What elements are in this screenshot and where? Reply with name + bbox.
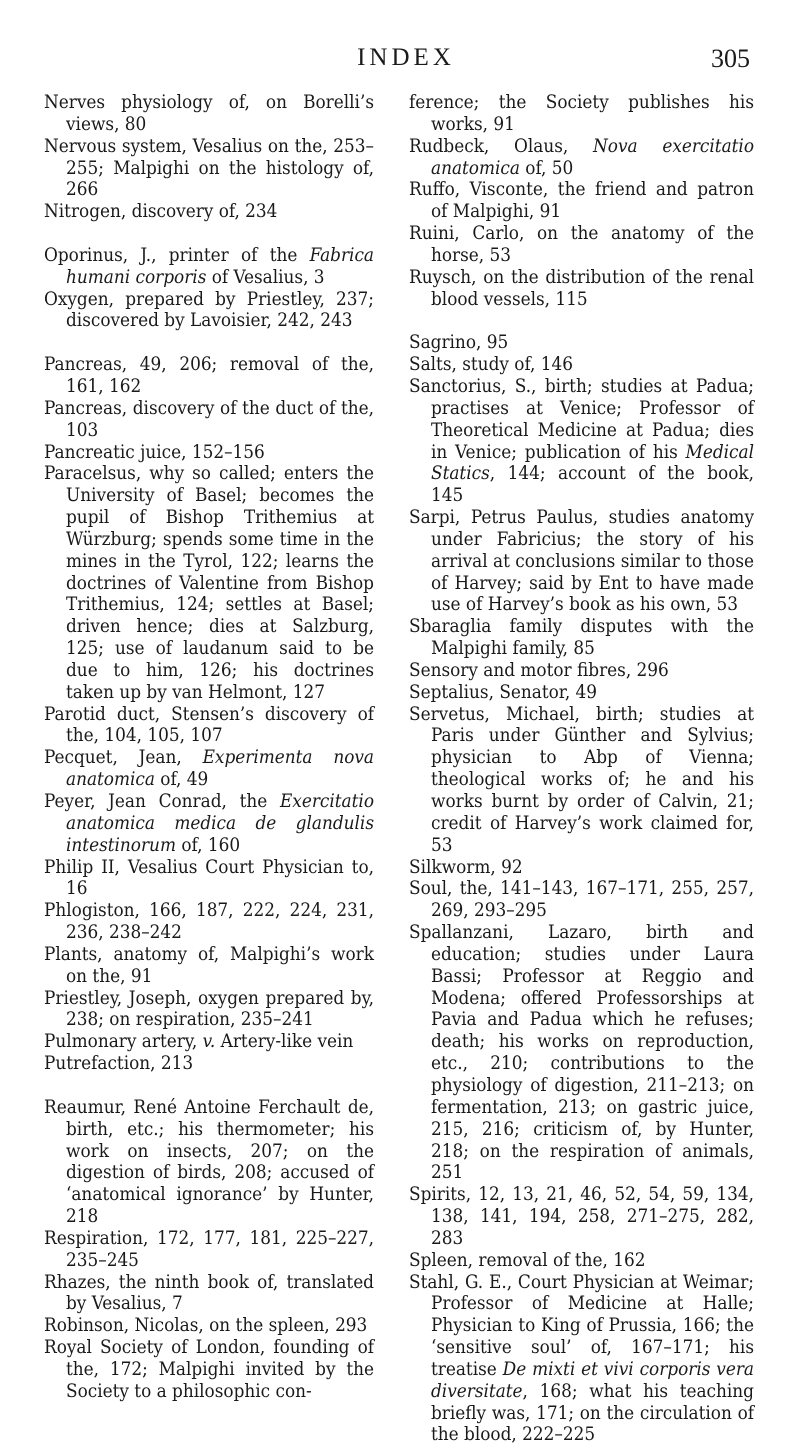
page-header — [62, 44, 750, 84]
index-entry: Pancreas, 49, 206; removal of the, 161, 162 — [44, 354, 374, 397]
right-column — [409, 92, 754, 1446]
index-entry: Sagrino, 95 — [409, 332, 509, 354]
index-entry: Rhazes, the ninth book of, translated by Vesalius, 7 — [44, 1271, 374, 1315]
index-entry: Plants, anatomy of, Malpighi’s work on the, 91 — [44, 943, 374, 987]
index-entry: Pancreatic juice, 152–156 — [44, 441, 265, 463]
index-entry: Nerves physiology of, on Borelli’s views, 80 — [44, 92, 374, 135]
index-entry: Pecquet, Jean, Experimenta nova anatomica of, 49 — [44, 747, 374, 791]
index-entry: Royal Society of London, founding of the, 172; Malpighi invited by the Society to a philosophic con- — [44, 1337, 374, 1402]
index-entry: Ruffo, Visconte, the friend and patron of Malpighi, 91 — [409, 179, 754, 223]
index-entry: Oxygen, prepared by Priestley, 237; discovered by Lavoisier, 242, 243 — [44, 288, 374, 332]
index-entry: Sensory and motor fibres, 296 — [409, 659, 669, 681]
index-entry: Philip II, Vesalius Court Physician to, 16 — [44, 856, 374, 900]
index-entry: Stahl, G. E., Court Physician at Weimar; Professor of Medicine at Halle; Physician to King of Prussia, 166; the ‘sensitive soul’ of, 167–171; his treatise De mixti et vivi corporis vera diversitate, 168; what his teaching briefly was, 171; on the circulation of the blood, 222–225 — [409, 1271, 754, 1446]
index-entry: Nitrogen, discovery of, 234 — [44, 201, 278, 223]
index-entry: Oporinus, J., printer of the Fabrica humani corporis of Vesalius, 3 — [44, 244, 374, 288]
index-entry: Spleen, removal of the, 162 — [409, 1249, 646, 1271]
index-entry: Sanctorius, S., birth; studies at Padua; practises at Venice; Professor of Theoretical Medicine at Padua; dies in Venice; publication of his Medical Statics, 144; account of the book, 145 — [409, 375, 754, 507]
index-entry: Sbaraglia family disputes with the Malpighi family, 85 — [409, 616, 754, 660]
index-entry: Respiration, 172, 177, 181, 225–227, 235–245 — [44, 1227, 374, 1271]
index-entry: Nervous system, Vesalius on the, 253–255; Malpighi on the histology of, 266 — [44, 135, 374, 201]
index-entry: Pulmonary artery, v. Artery-like vein — [44, 1031, 354, 1053]
index-entry: Rudbeck, Olaus, Nova exercitatio anatomica of, 50 — [409, 135, 754, 179]
index-entry: Septalius, Senator, 49 — [409, 681, 598, 703]
index-entry: Pancreas, discovery of the duct of the, 103 — [44, 397, 374, 441]
page-number: 305 — [711, 44, 750, 73]
index-entry: Soul, the, 141–143, 167–171, 255, 257, 269, 293–295 — [409, 878, 754, 922]
running-head: INDEX — [357, 44, 455, 71]
index-entry: Spirits, 12, 13, 21, 46, 52, 54, 59, 134, 138, 141, 194, 258, 271–275, 282, 283 — [409, 1184, 754, 1249]
index-entry: Salts, study of, 146 — [409, 354, 574, 376]
index-entry: Priestley, Joseph, oxygen prepared by, 238; on respiration, 235–241 — [44, 987, 374, 1031]
index-entry: Peyer, Jean Conrad, the Exercitatio anatomica medica de glandulis intestinorum of, 160 — [44, 791, 374, 856]
index-entry: Ruysch, on the distribution of the renal blood vessels, 115 — [409, 266, 754, 310]
left-column — [44, 92, 374, 1403]
index-entry: Reaumur, René Antoine Ferchault de, birth, etc.; his thermometer; his work on insects, 207; on the digestion of birds, 208; accused of ‘anatomical ignorance’ by Hunter, 218 — [44, 1096, 374, 1228]
index-entry: Robinson, Nicolas, on the spleen, 293 — [44, 1315, 368, 1337]
index-entry: Ruini, Carlo, on the anatomy of the horse, 53 — [409, 223, 754, 266]
index-entry: Spallanzani, Lazaro, birth and education; studies under Laura Bassi; Professor at Reggio and Modena; offered Professorships at Pavia and Padua which he refuses; death; his works on reproduction, etc., 210; contributions to the physiology of digestion, 211–213; on fermentation, 213; on gastric juice, 215, 216; criticism of, by Hunter, 218; on the respiration of animals, 251 — [409, 922, 754, 1184]
index-entry: Servetus, Michael, birth; studies at Paris under Günther and Sylvius; physician to Abp of Vienna; theological works of; he and his works burnt by order of Calvin, 21; credit of Harvey’s work claimed for, 53 — [409, 703, 754, 856]
index-entry: Phlogiston, 166, 187, 222, 224, 231, 236, 238–242 — [44, 900, 374, 944]
index-entry: Parotid duct, Stensen’s discovery of the, 104, 105, 107 — [44, 703, 374, 747]
index-entry: Silkworm, 92 — [409, 856, 523, 878]
index-entry: Putrefaction, 213 — [44, 1053, 194, 1075]
index-entry: Paracelsus, why so called; enters the University of Basel; becomes the pupil of Bishop Trithemius at Würzburg; spends some time in the mines in the Tyrol, 122; learns the doctrines of Valentine from Bishop Trithemius, 124; settles at Basel; driven hence; dies at Salzburg, 125; use of laudanum said to be due to him, 126; his doctrines taken up by van Helmont, 127 — [44, 463, 374, 703]
index-entry: Sarpi, Petrus Paulus, studies anatomy under Fabricius; the story of his arrival at conclusions similar to those of Harvey; said by Ent to have made use of Harvey’s book as his own, 53 — [409, 507, 754, 616]
index-entry: ference; the Society publishes his works, 91 — [409, 92, 754, 135]
